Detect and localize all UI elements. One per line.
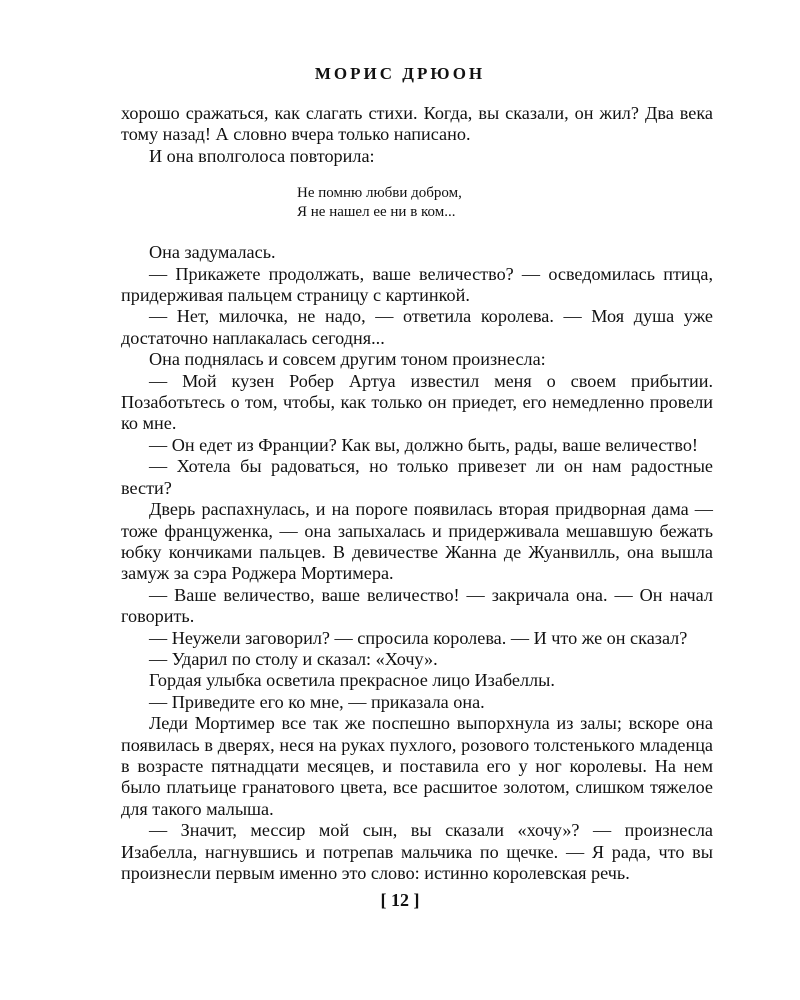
paragraph: — Прикажете продолжать, ваше величество? — осведомилась птица, придерживая пальцем страницу с картинкой.	[121, 263, 713, 306]
paragraph: — Значит, мессир мой сын, вы сказали «хочу»? — произнесла Изабелла, нагнувшись и потрепав мальчика по щечке. — Я рада, что вы произнесли первым именно это слово: истинно королевская речь.	[121, 820, 713, 883]
verse-line: Я не нашел ее ни в ком...	[297, 204, 456, 221]
paragraph: — Хотела бы радоваться, но только привезет ли он нам радостные вести?	[121, 456, 713, 498]
paragraph: — Неужели заговорил? — спросила королева. — И что же он сказал?	[149, 627, 688, 648]
paragraph: — Мой кузен Робер Артуа известил меня о своем прибытии. Позаботьтесь о том, чтобы, как только он приедет, его немедленно провели ко мне.	[121, 370, 713, 434]
paragraph: — Ударил по столу и сказал: «Хочу».	[149, 648, 438, 669]
paragraph: Она поднялась и совсем другим тоном произнесла:	[149, 349, 546, 370]
paragraph: — Ваше величество, ваше величество! — закричала она. — Он начал говорить.	[121, 584, 713, 627]
paragraph: Гордая улыбка осветила прекрасное лицо Изабеллы.	[149, 670, 555, 691]
verse-line: Не помню любви добром,	[297, 185, 462, 202]
paragraph: Она задумалась.	[149, 242, 276, 263]
paragraph: Леди Мортимер все так же поспешно выпорхнула из залы; вскоре она появилась в дверях, неся на руках пухлого, розового толстенького младенца в возрасте пятнадцати месяцев, и поставила его у ног королевы. На нем было платьице гранатового цвета, все расшитое золотом, слишком тяжелое для такого малыша.	[121, 713, 713, 819]
body-text	[121, 103, 713, 884]
running-header: МОРИС ДРЮОН	[314, 64, 486, 83]
page-number: [ 12 ]	[380, 890, 420, 910]
paragraph: — Нет, милочка, не надо, — ответила королева. — Моя душа уже достаточно наплакалась сегодня...	[121, 306, 713, 348]
paragraph: — Приведите его ко мне, — приказала она.	[149, 691, 485, 712]
paragraph: — Он едет из Франции? Как вы, должно быть, рады, ваше величество!	[149, 434, 698, 455]
paragraph: хорошо сражаться, как слагать стихи. Когда, вы сказали, он жил? Два века тому назад! А словно вчера только написано.	[121, 103, 713, 145]
paragraph: И она вполголоса повторила:	[149, 145, 375, 166]
verse-quote	[297, 184, 713, 222]
paragraph: Дверь распахнулась, и на пороге появилась вторая придворная дама — тоже француженка, — она запыхалась и придерживала мешавшую бежать юбку кончиками пальцев. В девичестве Жанна де Жуанвилль, она вышла замуж за сэра Роджера Мортимера.	[121, 499, 713, 584]
